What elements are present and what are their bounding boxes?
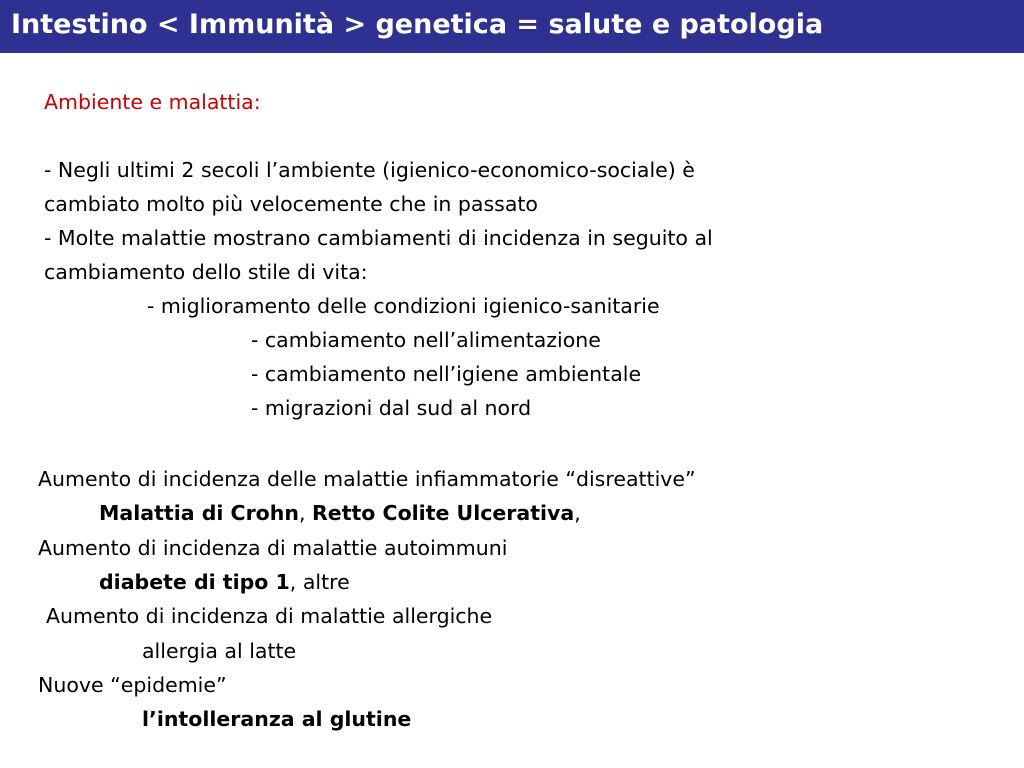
paragraph-2-line-1: - Molte malattie mostrano cambiamenti di incidenza in seguito al: [44, 226, 713, 250]
slide-title: Intestino < Immunità > genetica = salute e patologia: [11, 9, 824, 40]
factor-hygiene: - miglioramento delle condizioni igienico-sanitarie: [147, 294, 660, 318]
title-bar: [0, 0, 1024, 53]
autoimmune-examples: [99, 569, 350, 595]
autoimmune-heading: Aumento di incidenza di malattie autoimmuni: [38, 536, 508, 560]
paragraph-2-line-2: cambiamento dello stile di vita:: [44, 260, 368, 284]
paragraph-1-line-2: cambiato molto più velocemente che in passato: [44, 192, 538, 216]
factor-diet: - cambiamento nell’alimentazione: [251, 328, 601, 352]
milk-allergy-label: allergia al latte: [142, 639, 297, 663]
factor-environment: - cambiamento nell’igiene ambientale: [251, 362, 642, 386]
autoimmune-trail: , altre: [289, 570, 350, 594]
paragraph-1-line-1: - Negli ultimi 2 secoli l’ambiente (igienico-economico-sociale) è: [44, 158, 695, 182]
crohn-label: Malattia di Crohn: [99, 501, 299, 525]
factor-migration: - migrazioni dal sud al nord: [251, 396, 532, 420]
inflammatory-examples: [99, 500, 581, 526]
gluten-intolerance-label: l’intolleranza al glutine: [142, 707, 412, 731]
inflammatory-separator: ,: [298, 501, 313, 525]
inflammatory-heading: Aumento di incidenza delle malattie infiammatorie “disreattive”: [38, 467, 696, 491]
colitis-label: Retto Colite Ulcerativa: [312, 501, 575, 525]
section-heading: Ambiente e malattia:: [44, 90, 261, 114]
allergic-heading: Aumento di incidenza di malattie allergiche: [46, 604, 493, 628]
epidemics-heading: Nuove “epidemie”: [38, 673, 227, 697]
inflammatory-trail: ,: [574, 501, 581, 525]
diabetes-label: diabete di tipo 1: [99, 570, 290, 594]
